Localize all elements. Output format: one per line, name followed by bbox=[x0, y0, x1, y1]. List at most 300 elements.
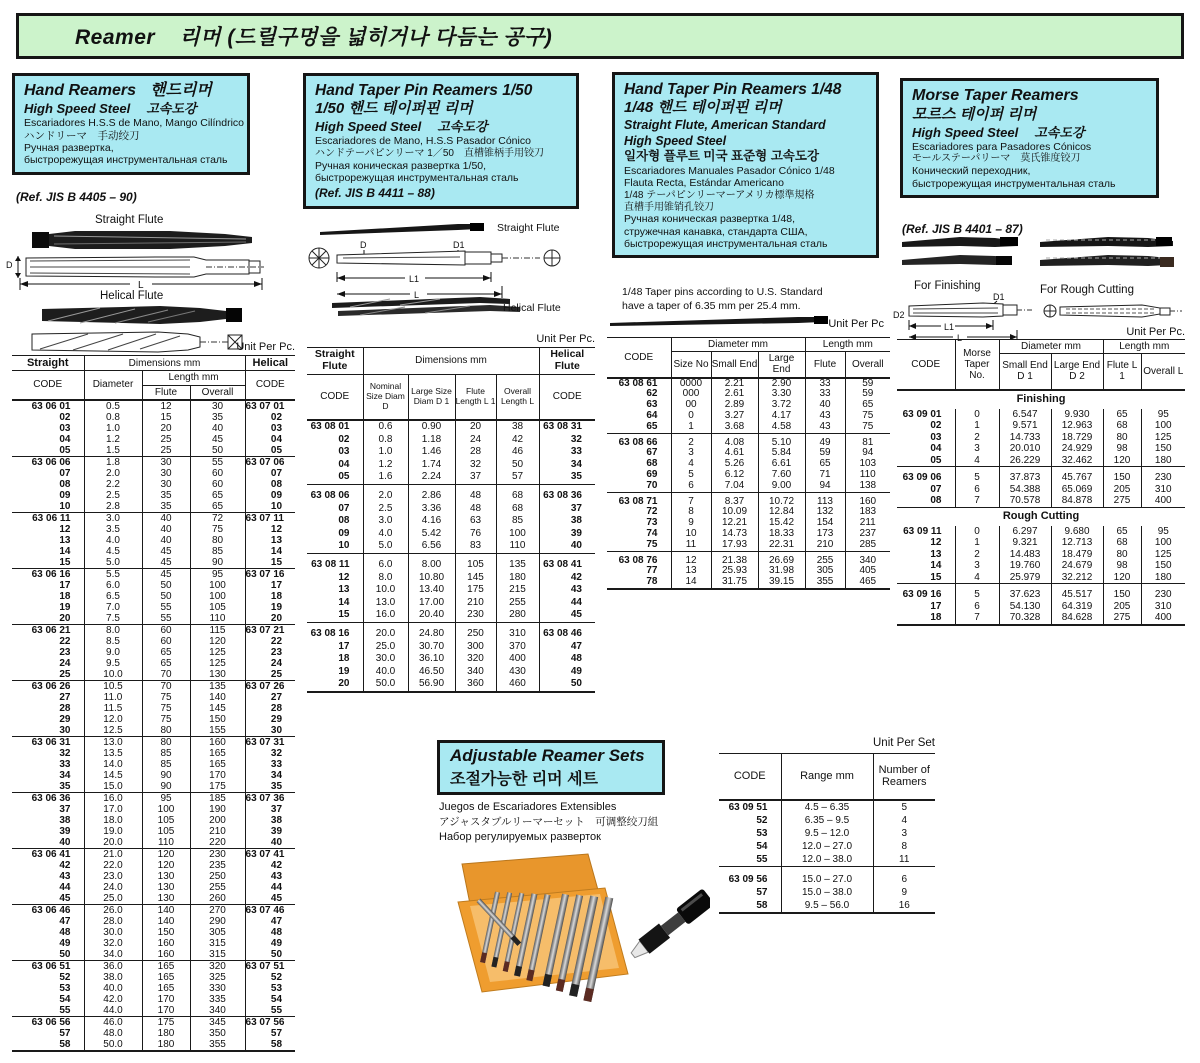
col-code: CODE bbox=[245, 371, 295, 400]
cell: 0.90 bbox=[408, 420, 455, 434]
cell: 30 bbox=[190, 400, 245, 412]
table-row bbox=[307, 503, 595, 516]
cell: 63 09 11 bbox=[903, 525, 942, 537]
cell: 16 bbox=[873, 899, 935, 913]
cell: 3.27 bbox=[711, 411, 758, 422]
table-row bbox=[12, 837, 295, 849]
cell: 63 07 41 bbox=[245, 848, 295, 860]
morse-title-en: Morse Taper Reamers bbox=[912, 87, 1079, 104]
table-row bbox=[12, 456, 295, 468]
cell: 49 bbox=[245, 938, 295, 949]
table-row bbox=[12, 490, 295, 501]
cell: 360 bbox=[455, 678, 496, 692]
col-flute-length: Flute Length L 1 bbox=[455, 374, 496, 420]
cell: 150 bbox=[190, 714, 245, 725]
adj-line-ja: アジャスタブルリーマーセット 可调整绞刀組 bbox=[439, 816, 659, 828]
cell: 52 bbox=[756, 814, 768, 826]
cell: 110 bbox=[496, 540, 539, 553]
cell: 04 bbox=[338, 458, 350, 470]
cell: 15 bbox=[59, 556, 71, 568]
table-row bbox=[12, 826, 295, 837]
cell: 95 bbox=[142, 792, 190, 804]
cell: 000 bbox=[671, 389, 711, 400]
cell: 63 07 46 bbox=[245, 904, 295, 916]
cell: 19 bbox=[338, 665, 350, 677]
table-row bbox=[12, 1005, 295, 1017]
cell: 10.5 bbox=[84, 680, 142, 692]
cell: 175 bbox=[190, 781, 245, 793]
cell: 64 bbox=[646, 410, 658, 422]
cell: 260 bbox=[190, 893, 245, 905]
cell: 180 bbox=[1141, 455, 1185, 467]
cell: 315 bbox=[190, 938, 245, 949]
table-row bbox=[897, 537, 1185, 549]
morse-d2-label: D2 bbox=[893, 310, 905, 320]
cell: 64.319 bbox=[1051, 601, 1103, 613]
cell: 100 bbox=[496, 528, 539, 541]
col-straight-flute: Straight Flute bbox=[307, 348, 363, 375]
cell: 2.8 bbox=[84, 501, 142, 513]
cell: 40 bbox=[59, 836, 71, 848]
table-row bbox=[307, 597, 595, 610]
cell: 10 bbox=[338, 540, 350, 552]
cell: 59 bbox=[805, 448, 845, 459]
cell: 72 bbox=[646, 506, 658, 518]
cell: 63 06 46 bbox=[12, 904, 84, 916]
cell: 2 bbox=[671, 433, 711, 448]
cell: 3.5 bbox=[84, 524, 142, 535]
col-length-mm: Length mm bbox=[1103, 340, 1185, 354]
cell: 63 08 76 bbox=[607, 551, 671, 566]
table-row bbox=[719, 814, 935, 827]
cell: 05 bbox=[245, 445, 295, 457]
cell: 95 bbox=[190, 568, 245, 580]
cell: 8.00 bbox=[408, 553, 455, 571]
adjustable-sets-header-box bbox=[437, 740, 665, 795]
table-row bbox=[897, 549, 1185, 561]
cell: 110 bbox=[190, 613, 245, 625]
cell: 0.8 bbox=[363, 434, 408, 447]
cell: 160 bbox=[142, 938, 190, 949]
col-morse-taper-no: Morse Taper No. bbox=[955, 340, 999, 390]
cell: 24 bbox=[59, 657, 71, 669]
cell: 230 bbox=[1141, 467, 1185, 484]
cell: 02 bbox=[338, 433, 350, 445]
hand-line-ru2: быстрорежущая инструментальная сталь bbox=[24, 154, 228, 167]
cell: 60 bbox=[142, 624, 190, 636]
cell: 140 bbox=[190, 692, 245, 703]
cell: 65 bbox=[190, 501, 245, 513]
cell: 6.297 bbox=[999, 526, 1051, 538]
cell: 33 bbox=[539, 446, 595, 459]
cell: 160 bbox=[190, 736, 245, 748]
table-row bbox=[12, 748, 295, 759]
table-row bbox=[307, 484, 595, 502]
cell: 350 bbox=[190, 1028, 245, 1039]
table-row bbox=[12, 983, 295, 994]
cell: 0 bbox=[671, 411, 711, 422]
table-row bbox=[12, 994, 295, 1005]
table-row bbox=[12, 804, 295, 815]
cell: 0 bbox=[955, 526, 999, 538]
col-dimensions: Dimensions mm bbox=[363, 348, 539, 375]
cell: 42.0 bbox=[84, 994, 142, 1005]
table-row bbox=[307, 653, 595, 666]
table-row bbox=[307, 641, 595, 654]
cell: 43 bbox=[805, 422, 845, 433]
cell: 0 bbox=[955, 409, 999, 421]
cell: 9.0 bbox=[84, 647, 142, 658]
cell: 20.010 bbox=[999, 443, 1051, 455]
table-row bbox=[12, 568, 295, 580]
cell: 32 bbox=[539, 434, 595, 447]
cell: 21.38 bbox=[711, 551, 758, 566]
cell: 45 bbox=[142, 568, 190, 580]
table-row bbox=[12, 524, 295, 535]
table-row bbox=[12, 680, 295, 692]
cell: 19 bbox=[59, 601, 71, 613]
cell: 29 bbox=[59, 713, 71, 725]
cell: 57 bbox=[245, 1028, 295, 1039]
table-row bbox=[12, 434, 295, 445]
cell: 237 bbox=[845, 529, 890, 540]
cell: 76 bbox=[455, 528, 496, 541]
cell: 67 bbox=[646, 447, 658, 459]
cell: 2.5 bbox=[84, 490, 142, 501]
cell: 63 08 66 bbox=[607, 433, 671, 448]
cell: 45.767 bbox=[1051, 467, 1103, 484]
cell: 19.760 bbox=[999, 560, 1051, 572]
cell: 120 bbox=[190, 636, 245, 647]
cell: 63 06 31 bbox=[12, 736, 84, 748]
col-code: CODE bbox=[33, 379, 63, 391]
cell: 47 bbox=[539, 641, 595, 654]
cell: 12.21 bbox=[711, 518, 758, 529]
cell: 75 bbox=[142, 703, 190, 714]
cell: 04 bbox=[245, 434, 295, 445]
cell: 3.0 bbox=[363, 515, 408, 528]
page-title bbox=[75, 21, 552, 51]
hand-line-ru1: Ручная развертка, bbox=[24, 142, 114, 154]
cell: 85 bbox=[142, 748, 190, 759]
cell: 10.80 bbox=[408, 572, 455, 585]
cell: 04 bbox=[930, 443, 942, 455]
cell: 32.462 bbox=[1051, 455, 1103, 467]
morse-unit-note: Unit Per Pc. bbox=[1126, 326, 1185, 338]
cell: 50 bbox=[539, 678, 595, 692]
cell: 43 bbox=[805, 411, 845, 422]
cell: 49 bbox=[539, 666, 595, 679]
cell: 12.0 bbox=[84, 714, 142, 725]
col-straight: Straight bbox=[12, 356, 84, 371]
cell: 23.0 bbox=[84, 871, 142, 882]
cell: 44 bbox=[245, 882, 295, 893]
cell: 154 bbox=[805, 518, 845, 529]
cell: 21.0 bbox=[84, 848, 142, 860]
cell: 4 bbox=[873, 814, 935, 827]
cell: 73 bbox=[646, 517, 658, 529]
cell: 2.24 bbox=[408, 471, 455, 484]
cell: 63 09 51 bbox=[719, 800, 781, 814]
col-size-no: Size No bbox=[671, 352, 711, 378]
table-row bbox=[12, 400, 295, 412]
tp50-title-en: Hand Taper Pin Reamers 1/50 bbox=[315, 82, 533, 99]
cell: 5.10 bbox=[758, 433, 805, 448]
cell: 10.72 bbox=[758, 492, 805, 507]
cell: 60 bbox=[142, 636, 190, 647]
table-row bbox=[12, 1028, 295, 1039]
cell: 08 bbox=[930, 495, 942, 507]
col-helical-flute: Helical Flute bbox=[539, 348, 595, 375]
adj-line-ru: Набор регулируемых разверток bbox=[439, 831, 601, 843]
cell: 6.0 bbox=[363, 553, 408, 571]
table-row bbox=[12, 1016, 295, 1028]
cell: 69 bbox=[646, 469, 658, 481]
cell: 165 bbox=[142, 960, 190, 972]
cell: 18.479 bbox=[1051, 549, 1103, 561]
morse-line-es: Escariadores para Pasadores Cónicos bbox=[912, 141, 1092, 153]
hand-steel-en: High Speed Steel bbox=[24, 101, 131, 116]
cell: 18.729 bbox=[1051, 432, 1103, 444]
adj-title-ko: 조절가능한 리머 세트 bbox=[450, 771, 598, 788]
cell: 15 bbox=[142, 412, 190, 423]
cell: 08 bbox=[245, 479, 295, 490]
cell: 54.130 bbox=[999, 601, 1051, 613]
cell: 120 bbox=[142, 860, 190, 871]
col-number: Number of Reamers bbox=[873, 754, 935, 800]
cell: 175 bbox=[455, 584, 496, 597]
cell: 03 bbox=[245, 423, 295, 434]
cell: 45 bbox=[190, 434, 245, 445]
section-finishing: Finishing bbox=[897, 390, 1185, 409]
cell: 19.0 bbox=[84, 826, 142, 837]
cell: 48 bbox=[455, 503, 496, 516]
cell: 150 bbox=[1103, 467, 1141, 484]
cell: 140 bbox=[142, 916, 190, 927]
cell: 24.929 bbox=[1051, 443, 1103, 455]
cell: 8 bbox=[671, 507, 711, 518]
cell: 25.0 bbox=[363, 641, 408, 654]
tp48-header-box bbox=[612, 72, 879, 258]
cell: 230 bbox=[1141, 584, 1185, 601]
cell: 5.0 bbox=[363, 540, 408, 553]
cell: 14.483 bbox=[999, 549, 1051, 561]
cell: 85 bbox=[190, 546, 245, 557]
cell: 63 08 31 bbox=[539, 420, 595, 434]
cell: 63 06 21 bbox=[12, 624, 84, 636]
table-row bbox=[12, 972, 295, 983]
cell: 165 bbox=[142, 972, 190, 983]
cell: 63 08 01 bbox=[307, 420, 363, 434]
cell: 59 bbox=[845, 378, 890, 390]
cell: 12 bbox=[930, 537, 942, 549]
cell: 173 bbox=[805, 529, 845, 540]
cell: 9.321 bbox=[999, 537, 1051, 549]
cell: 175 bbox=[142, 1016, 190, 1028]
cell: 7 bbox=[955, 612, 999, 625]
cell: 18.33 bbox=[758, 529, 805, 540]
hand-line-es: Escariadores H.S.S de Mano, Mango Cilíndrico bbox=[24, 117, 245, 130]
cell: 27 bbox=[245, 692, 295, 703]
table-row bbox=[12, 736, 295, 748]
cell: 115 bbox=[190, 624, 245, 636]
cell: 6.547 bbox=[999, 409, 1051, 421]
cell: 44 bbox=[59, 881, 71, 893]
cell: 1 bbox=[955, 537, 999, 549]
cell: 13 bbox=[930, 548, 942, 560]
cell: 355 bbox=[190, 1039, 245, 1051]
cell: 40 bbox=[245, 837, 295, 849]
page-title-banner bbox=[16, 13, 1184, 59]
table-row bbox=[719, 899, 935, 913]
cell: 180 bbox=[1141, 572, 1185, 584]
table-row bbox=[12, 412, 295, 423]
tp48-line-ru2: стружечная канавка, стандарта США, bbox=[624, 225, 808, 238]
col-length-mm: Length mm bbox=[805, 338, 890, 352]
cell: 62 bbox=[646, 388, 658, 400]
table-row bbox=[12, 904, 295, 916]
cell: 22.31 bbox=[758, 540, 805, 551]
cell: 52 bbox=[245, 972, 295, 983]
cell: 13.40 bbox=[408, 584, 455, 597]
col-diameter-mm: Diameter mm bbox=[999, 340, 1103, 354]
table-row bbox=[897, 420, 1185, 432]
cell: 4.58 bbox=[758, 422, 805, 433]
page-title-ko: 리머 (드릴구멍을 넓히거나 다듬는 공구) bbox=[179, 26, 553, 49]
cell: 63 06 11 bbox=[12, 512, 84, 524]
table-row bbox=[607, 540, 890, 551]
cell: 11.0 bbox=[84, 692, 142, 703]
cell: 7.0 bbox=[84, 602, 142, 613]
cell: 6.35 – 9.5 bbox=[781, 814, 873, 827]
cell: 37 bbox=[245, 804, 295, 815]
cell: 05 bbox=[930, 454, 942, 466]
cell: 72 bbox=[190, 512, 245, 524]
cell: 5.5 bbox=[84, 568, 142, 580]
cell: 68 bbox=[1103, 420, 1141, 432]
cell: 170 bbox=[190, 770, 245, 781]
table-row bbox=[307, 446, 595, 459]
cell: 4 bbox=[955, 572, 999, 584]
morse-l-label: L bbox=[957, 333, 963, 342]
cell: 42 bbox=[539, 572, 595, 585]
cell: 40 bbox=[190, 423, 245, 434]
cell: 3.30 bbox=[758, 389, 805, 400]
cell: 37 bbox=[455, 471, 496, 484]
cell: 55 bbox=[142, 602, 190, 613]
cell: 9.680 bbox=[1051, 526, 1103, 538]
cell: 11.5 bbox=[84, 703, 142, 714]
cell: 1.2 bbox=[363, 459, 408, 472]
cell: 5.84 bbox=[758, 448, 805, 459]
cell: 38.0 bbox=[84, 972, 142, 983]
cell: 25 bbox=[245, 669, 295, 681]
cell: 310 bbox=[496, 622, 539, 640]
cell: 08 bbox=[59, 478, 71, 490]
tp50-l1-label: L1 bbox=[409, 274, 420, 284]
table-row bbox=[607, 492, 890, 507]
cell: 65.069 bbox=[1051, 484, 1103, 496]
cell: 24 bbox=[455, 434, 496, 447]
cell: 14 bbox=[671, 577, 711, 589]
cell: 40.0 bbox=[84, 983, 142, 994]
cell: 40 bbox=[805, 400, 845, 411]
cell: 63 06 41 bbox=[12, 848, 84, 860]
cell: 10.0 bbox=[84, 669, 142, 681]
cell: 12.963 bbox=[1051, 420, 1103, 432]
cell: 07 bbox=[245, 468, 295, 479]
cell: 63 06 16 bbox=[12, 568, 84, 580]
cell: 190 bbox=[190, 804, 245, 815]
cell: 14 bbox=[245, 546, 295, 557]
cell: 54 bbox=[59, 993, 71, 1005]
cell: 04 bbox=[59, 433, 71, 445]
cell: 235 bbox=[190, 860, 245, 871]
cell: 1.46 bbox=[408, 446, 455, 459]
table-row bbox=[12, 624, 295, 636]
cell: 150 bbox=[1141, 560, 1185, 572]
cell: 310 bbox=[1141, 601, 1185, 613]
table-row bbox=[12, 468, 295, 479]
cell: 275 bbox=[1103, 612, 1141, 625]
cell: 465 bbox=[845, 577, 890, 589]
table-row bbox=[12, 602, 295, 613]
cell: 55 bbox=[756, 853, 768, 865]
cell: 120 bbox=[1103, 455, 1141, 467]
cell: 165 bbox=[190, 748, 245, 759]
cell: 77 bbox=[646, 565, 658, 577]
cell: 63 07 56 bbox=[245, 1016, 295, 1028]
cell: 20.0 bbox=[363, 622, 408, 640]
cell: 38 bbox=[539, 515, 595, 528]
cell: 63 bbox=[455, 515, 496, 528]
cell: 340 bbox=[845, 551, 890, 566]
cell: 81 bbox=[845, 433, 890, 448]
morse-finishing-label: For Finishing bbox=[914, 280, 981, 292]
table-row bbox=[607, 422, 890, 433]
cell: 33 bbox=[59, 758, 71, 770]
cell: 400 bbox=[496, 653, 539, 666]
cell: 13 bbox=[671, 566, 711, 577]
cell: 6.12 bbox=[711, 470, 758, 481]
table-row bbox=[719, 840, 935, 853]
cell: 10.0 bbox=[363, 584, 408, 597]
table-row bbox=[12, 938, 295, 949]
table-row bbox=[897, 601, 1185, 613]
tp50-l-label: L bbox=[414, 290, 420, 300]
table-row bbox=[12, 815, 295, 826]
cell: 330 bbox=[190, 983, 245, 994]
cell: 3.36 bbox=[408, 503, 455, 516]
cell: 185 bbox=[190, 792, 245, 804]
col-small-end: Small End bbox=[711, 352, 758, 378]
adj-unit-note: Unit Per Set bbox=[873, 737, 935, 749]
cell: 430 bbox=[496, 666, 539, 679]
col-large-end: Large End bbox=[758, 352, 805, 378]
cell: 28 bbox=[245, 703, 295, 714]
cell: 58 bbox=[59, 1038, 71, 1050]
col-flute-l1: Flute L 1 bbox=[1103, 354, 1141, 390]
cell: 54 bbox=[245, 994, 295, 1005]
tp48-line-ja: 1/48 テーパピンリーマーアメリカ標準規格 bbox=[624, 189, 815, 201]
table-row bbox=[12, 580, 295, 591]
cell: 38 bbox=[496, 420, 539, 434]
cell: 315 bbox=[190, 949, 245, 961]
cell: 57 bbox=[756, 886, 768, 898]
cell: 83 bbox=[455, 540, 496, 553]
table-row bbox=[719, 853, 935, 867]
tp50-unit-note: Unit Per Pc. bbox=[536, 333, 595, 345]
